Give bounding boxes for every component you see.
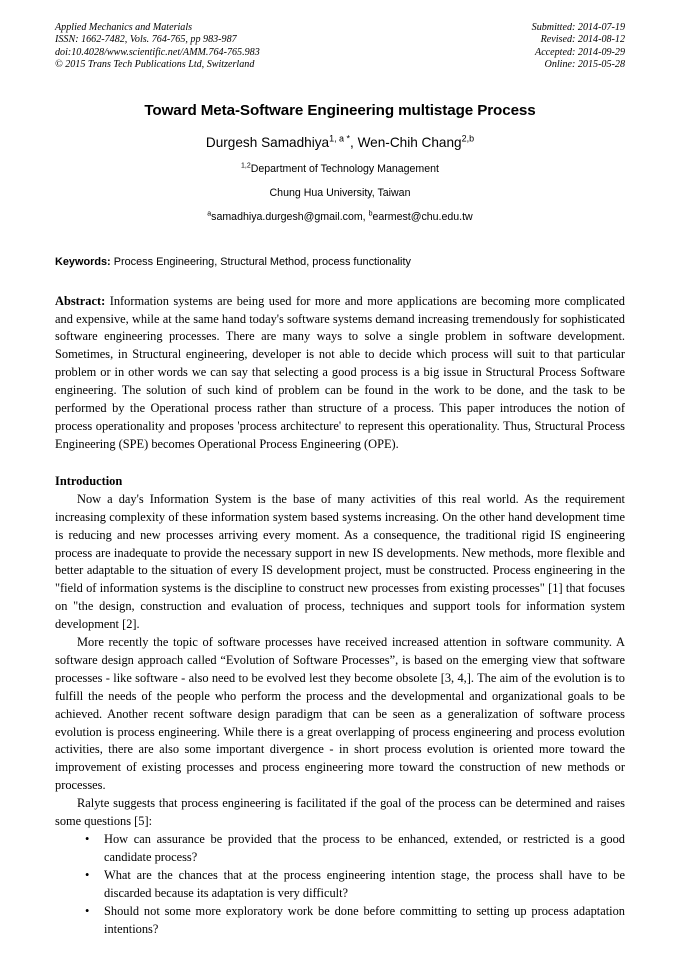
keywords-value: Process Engineering, Structural Method, process functionality (110, 255, 411, 268)
keywords-line (55, 255, 625, 269)
abstract-block (55, 293, 625, 454)
affiliation-block (55, 161, 625, 226)
journal-issn-volume: ISSN: 1662-7482, Vols. 764-765, pp 983-987 (55, 34, 237, 46)
journal-copyright: © 2015 Trans Tech Publications Ltd, Switzerland (55, 59, 255, 71)
affiliation-sup: 1,2 (241, 162, 251, 170)
introduction-paragraph-2: More recently the topic of software processes have received increased attention in software community. A software design approach called “Evolution of Software Processes”, is based on the emerging view that software processes - like software - also need to be evolved lest they become obsolete [3, 4,]. The aim of the evolution is to fulfill the needs of the people who perform the process and the developmental and organizational goals to be achieved. Another recent software design paradigm that can be seen as a generalization of software process evolution is process engineering. While there is a great overlapping of process engineering and process evolution activities, there are also some important divergence - in short process evolution is oriented more toward the improvement of existing processes and process engineering more toward the construction of new methods or processes. (55, 635, 625, 793)
bullet-icon: • (85, 832, 90, 846)
list-item (55, 831, 625, 867)
journal-name: Applied Mechanics and Materials (55, 22, 193, 33)
introduction-paragraph-3: Ralyte suggests that process engineering is facilitated if the goal of the process can be determined and raises some questions [5]: (55, 796, 625, 829)
bullet-icon: • (85, 903, 90, 918)
journal-header-right (532, 22, 625, 72)
author-sup-1: 1, a * (329, 133, 351, 144)
list-item-text: Should not some more exploratory work be done before committing to setting up process adaptation intentions? (104, 903, 625, 936)
list-item-text: How can assurance be provided that the process to be enhanced, extended, or restricted is a good candidate process? (104, 832, 625, 864)
date-revised: Revised: 2014-08-12 (540, 34, 625, 46)
email-sup-b: b (368, 210, 373, 218)
abstract-text: Information systems are being used for more and more applications are becoming more complicated and expensive, while at the same hand today's software systems demand increasing tremendously for sophisticated software engineering processes. There are many ways to solve a single problem in software development. Sometimes, in Structural engineering, developer is not able to decide which process will suit to that particular problem or in other words we can say that selecting a good process is a big issue in Structural Process Software engineering. The solution of such kind of problem can be found in the work to be done, and the task to be performed by the Operational process rather than structure of a process. This paper introduces the notion of process operationality and proposes 'process architecture' to represent this operationality. Thus, Structural Process Engineering (SPE) becomes Operational Process Engineering (OPE). (55, 293, 625, 451)
questions-list (55, 831, 625, 938)
date-accepted: Accepted: 2014-09-29 (535, 46, 625, 58)
abstract-label: Abstract: (55, 293, 106, 308)
keywords-label: Keywords: (55, 255, 111, 268)
bullet-icon: • (85, 867, 90, 882)
author-email-2: earmest@chu.edu.tw (372, 210, 473, 223)
section-heading-introduction: Introduction (55, 473, 123, 488)
author-email-1: samadhiya.durgesh@gmail.com, (211, 210, 366, 223)
journal-doi: doi:10.4028/www.scientific.net/AMM.764-765.983 (55, 46, 260, 58)
author-name-2: Wen-Chih Chang (357, 134, 462, 150)
email-sup-a: a (207, 210, 212, 218)
affiliation-university: Chung Hua University, Taiwan (269, 186, 411, 199)
list-item (55, 903, 625, 939)
journal-header-left (55, 22, 260, 72)
author-list (55, 135, 625, 150)
author-separator: , (350, 134, 358, 150)
affiliation-department: Department of Technology Management (250, 162, 439, 175)
journal-header (55, 22, 625, 72)
date-submitted: Submitted: 2014-07-19 (531, 22, 625, 33)
author-sup-2: 2,b (461, 133, 475, 144)
author-emails-line (55, 209, 625, 226)
list-item-text: What are the chances that at the process engineering intention stage, the process shall have to be discarded because its adaptation is very difficult? (104, 867, 625, 900)
paper-title: Toward Meta-Software Engineering multistage Process (144, 101, 536, 119)
date-online: Online: 2015-05-28 (544, 59, 625, 71)
introduction-paragraph-1: Now a day's Information System is the base of many activities of this real world. As the requirement increasing complexity of these information system based systems increasing. On the other hand development time is reducing and new processes arriving every moment. As a consequence, the traditional rigid IS engineering process are inadequate to provide the necessary support in new IS developments. New methods, more flexible and better adaptable to the situation of every IS development project, must be constructed. Process engineering in the "field of information systems is the discipline to construct new processes from existing processes" [1] that focuses on "the design, construction and evaluation of process, techniques and support tools for information system development [2]. (55, 491, 625, 632)
author-name-1: Durgesh Samadhiya (205, 134, 330, 150)
affiliation-department-line (55, 161, 625, 178)
list-item (55, 867, 625, 903)
